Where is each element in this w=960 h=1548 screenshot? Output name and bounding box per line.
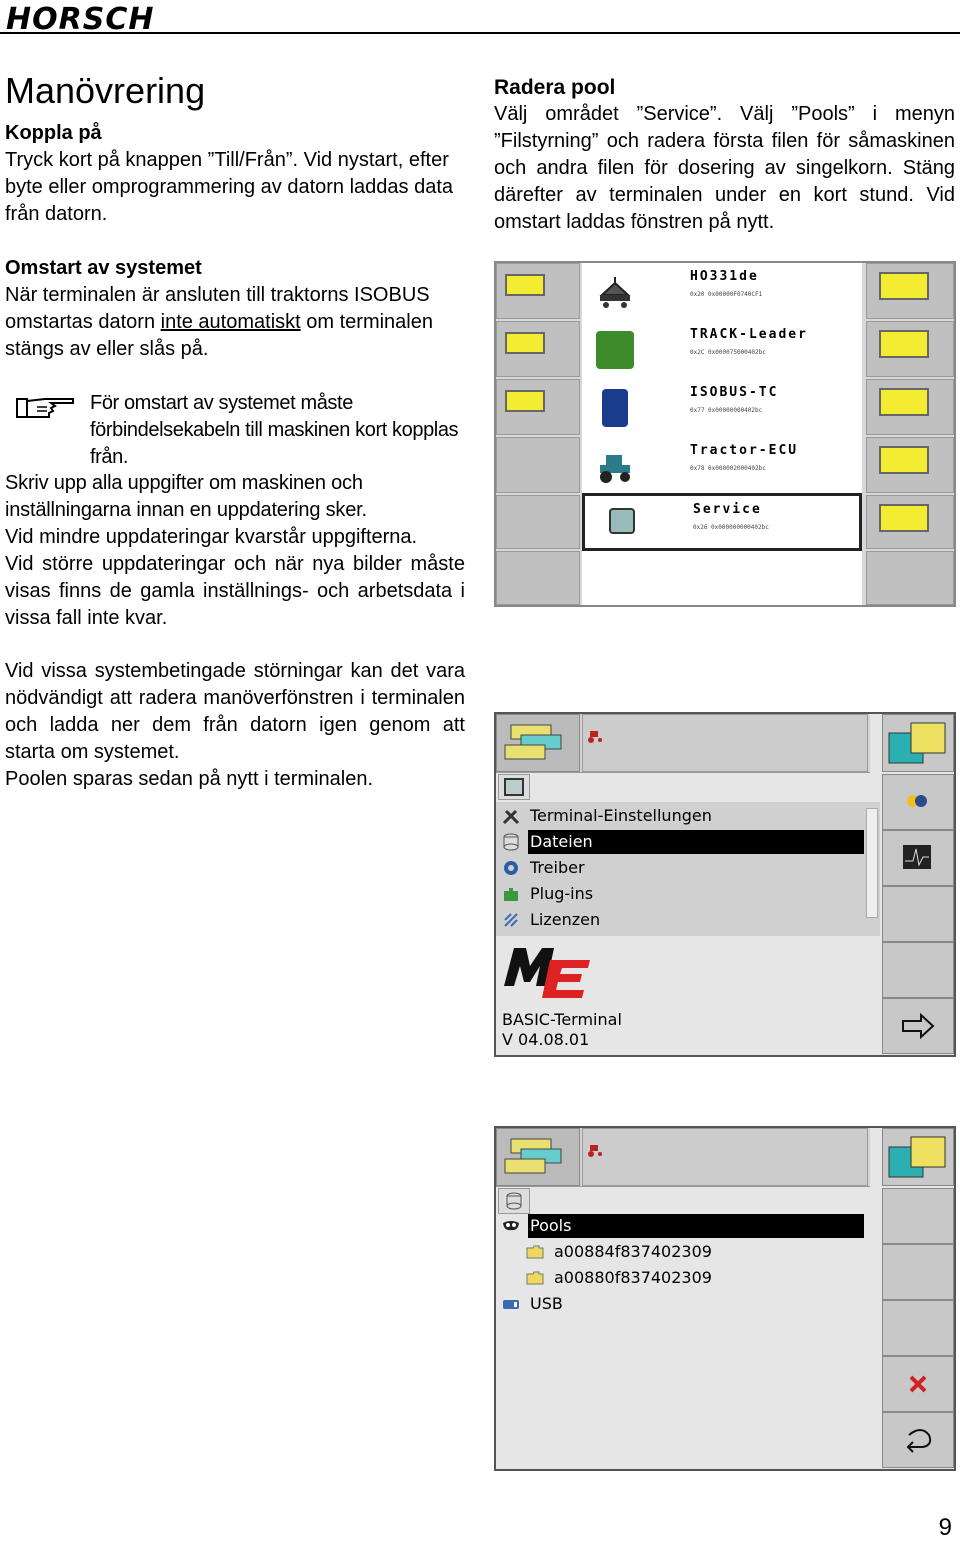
- softkey-empty-3[interactable]: [882, 1300, 954, 1356]
- tree-item-file[interactable]: [524, 1266, 862, 1290]
- softkey-empty-2[interactable]: [882, 942, 954, 998]
- home-button[interactable]: [496, 1128, 580, 1186]
- softkey-right-6[interactable]: [866, 551, 954, 605]
- database-tab[interactable]: [498, 1188, 530, 1214]
- next-button[interactable]: [882, 998, 954, 1054]
- brightness-icon: [883, 775, 953, 829]
- section-body: [5, 282, 465, 363]
- yellow-key-icon: [879, 388, 929, 416]
- screens-swap-icon: [883, 715, 953, 771]
- tree-item-file[interactable]: [524, 1240, 862, 1264]
- terminal-icon-tab[interactable]: [498, 774, 530, 800]
- service-icon: [609, 508, 635, 534]
- pointing-hand-icon: [15, 393, 77, 423]
- mask-icon: [502, 1217, 520, 1235]
- page-title: Manövrering: [5, 70, 206, 111]
- version-text: V 04.08.01: [502, 1030, 590, 1049]
- title-area: [582, 1128, 868, 1186]
- menu-item-treiber[interactable]: [500, 856, 862, 880]
- section-heading: Radera pool: [494, 76, 616, 99]
- softkey-right-1[interactable]: [866, 263, 954, 319]
- oscilloscope-icon: [883, 831, 953, 885]
- screenshot-pool-list: [494, 261, 956, 607]
- tree-item-pools[interactable]: [500, 1214, 862, 1238]
- gear-icon: [502, 859, 520, 877]
- usb-icon: [502, 1295, 520, 1313]
- brightness-button[interactable]: [882, 774, 954, 830]
- delete-x-icon: [883, 1357, 953, 1411]
- pool-id: 0x20 0x00000F0740CF1: [690, 291, 763, 298]
- pool-id: 0x78 0x000002000402bc: [690, 465, 766, 472]
- pool-item[interactable]: [582, 437, 862, 495]
- pool-name: HO331de: [690, 269, 759, 284]
- screens-swap-icon: [883, 1129, 953, 1185]
- license-icon: [502, 911, 520, 929]
- database-icon: [502, 833, 520, 851]
- pool-name: Tractor-ECU: [690, 443, 799, 458]
- arrow-right-icon: [883, 999, 953, 1053]
- pool-list: [582, 263, 862, 605]
- softkey-left-2[interactable]: [496, 321, 580, 377]
- softkey-left-5[interactable]: [496, 495, 580, 549]
- folder-icon: [526, 1269, 544, 1287]
- menu-item-dateien[interactable]: [500, 830, 862, 854]
- screenshot-pools-files: [494, 1126, 956, 1471]
- tools-icon: [502, 807, 520, 825]
- section-koppla-pa: [5, 120, 465, 228]
- softkey-right-2[interactable]: [866, 321, 954, 377]
- softkey-left-6[interactable]: [496, 551, 580, 605]
- paragraph-pool-saved: Poolen sparas sedan på nytt i terminalen.: [5, 768, 373, 790]
- section-body: Tryck kort på knappen ”Till/Från”. Vid nystart, efter byte eller omprogrammering av datorn laddas data från datorn.: [5, 149, 454, 225]
- pool-name: TRACK-Leader: [690, 327, 808, 342]
- screens-icon: [497, 1129, 579, 1185]
- pool-item[interactable]: [582, 321, 862, 379]
- yellow-key-icon: [879, 272, 929, 300]
- track-leader-icon: [596, 331, 634, 369]
- body-text: När terminalen är ansluten till traktorns ISOBUS omstartas datorn: [5, 284, 430, 333]
- softkey-left-3[interactable]: [496, 379, 580, 435]
- back-button[interactable]: [882, 1412, 954, 1468]
- horsch-logo: HORSCH: [6, 2, 155, 37]
- underlined-text: inte automatiskt: [160, 311, 301, 333]
- softkey-empty-1[interactable]: [882, 886, 954, 942]
- tree-item-usb[interactable]: [500, 1292, 862, 1316]
- softkey-right-5[interactable]: [866, 495, 954, 549]
- puzzle-icon: [502, 885, 520, 903]
- menu-item-plugins[interactable]: [500, 882, 862, 906]
- home-button[interactable]: [496, 714, 580, 772]
- pool-item[interactable]: [582, 379, 862, 437]
- delete-button[interactable]: [882, 1356, 954, 1412]
- top-bar: [496, 1128, 870, 1187]
- diagnostics-button[interactable]: [882, 830, 954, 886]
- softkey-left-1[interactable]: [496, 263, 580, 319]
- menu-item-terminal-settings[interactable]: [500, 804, 862, 828]
- terminal-name: BASIC-Terminal: [502, 1010, 622, 1029]
- page-number: 9: [938, 1514, 952, 1541]
- tractor-icon: [596, 447, 634, 485]
- yellow-key-icon: [879, 446, 929, 474]
- scrollbar[interactable]: [866, 808, 878, 918]
- switch-screens-button[interactable]: [882, 1128, 954, 1186]
- pool-item[interactable]: [582, 263, 862, 321]
- top-bar: [496, 714, 870, 773]
- softkey-empty-1[interactable]: [882, 1188, 954, 1244]
- section-omstart: [5, 255, 465, 363]
- return-arrow-icon: [883, 1413, 953, 1467]
- yellow-key-icon: [505, 390, 545, 412]
- tree-item-label: a00880f837402309: [554, 1268, 712, 1287]
- menu-item-lizenzen[interactable]: [500, 908, 862, 932]
- pool-id: 0x77 0x00000000402bc: [690, 407, 763, 414]
- pool-id: 0x2C 0x000075000402bc: [690, 349, 766, 356]
- yellow-key-icon: [879, 504, 929, 532]
- section-radera-pool: [494, 74, 955, 236]
- pool-name: ISOBUS-TC: [690, 385, 779, 400]
- paragraph-disturbances: Vid vissa systembetingade störningar kan det vara nödvändigt att radera manöverfönstren i terminalen och ladda ner dem från datorn igen genom att starta om systemet.: [5, 660, 465, 763]
- section-heading: Koppla på: [5, 122, 102, 144]
- screens-icon: [497, 715, 579, 771]
- isobus-tc-icon: [602, 389, 628, 427]
- menu-item-label: Plug-ins: [530, 884, 594, 903]
- tree-item-label: USB: [530, 1294, 563, 1313]
- paragraph-minor-updates: Vid mindre uppdateringar kvarstår uppgifterna.: [5, 526, 418, 548]
- settings-menu: [496, 802, 880, 936]
- yellow-key-icon: [879, 330, 929, 358]
- menu-item-label: Terminal-Einstellungen: [530, 806, 712, 825]
- section-body: Välj området ”Service”. Välj ”Pools” i menyn ”Filstyrning” och radera första filen för såmaskinen och andra filen för dosering av singelkorn. Stäng därefter av terminalen under en kort stund. Vid omstart laddas fönstren på nytt.: [494, 103, 955, 233]
- menu-item-label: Lizenzen: [530, 910, 601, 929]
- softkey-empty-2[interactable]: [882, 1244, 954, 1300]
- me-logo: [502, 942, 592, 1002]
- tree-item-label: Pools: [528, 1214, 864, 1238]
- header-rule: [0, 32, 960, 34]
- paragraph-write-down: Skriv upp alla uppgifter om maskinen och inställningarna innan en uppdatering sker.: [5, 472, 367, 521]
- pool-name: Service: [693, 502, 762, 517]
- paragraph-major-updates: Vid större uppdateringar och när nya bilder måste visas finns de gamla inställnings- och arbetsdata i vissa fall inte kvar.: [5, 553, 465, 629]
- softkey-right-3[interactable]: [866, 379, 954, 435]
- seeder-icon: [596, 273, 634, 311]
- softkey-left-4[interactable]: [496, 437, 580, 493]
- yellow-key-icon: [505, 332, 545, 354]
- section-heading: Omstart av systemet: [5, 257, 202, 279]
- switch-screens-button[interactable]: [882, 714, 954, 772]
- tree-item-label: a00884f837402309: [554, 1242, 712, 1261]
- terminal-icon: [504, 778, 524, 796]
- file-tree: [496, 1214, 880, 1314]
- softkey-right-4[interactable]: [866, 437, 954, 493]
- title-area: [582, 714, 868, 772]
- tractor-icon: [587, 729, 603, 743]
- screenshot-terminal-menu: [494, 712, 956, 1057]
- body-text: om terminalen stängs av eller slås på.: [5, 311, 433, 360]
- menu-item-label: Treiber: [530, 858, 585, 877]
- pool-item-selected[interactable]: [582, 493, 862, 551]
- menu-item-label: Dateien: [528, 830, 864, 854]
- pool-id: 0x26 0x000000000402bc: [693, 524, 769, 531]
- tractor-icon: [587, 1143, 603, 1157]
- database-icon: [505, 1192, 523, 1210]
- folder-icon: [526, 1243, 544, 1261]
- note-text: För omstart av systemet måste förbindelsekabeln till maskinen kort kopplas från.: [90, 392, 459, 468]
- yellow-key-icon: [505, 274, 545, 296]
